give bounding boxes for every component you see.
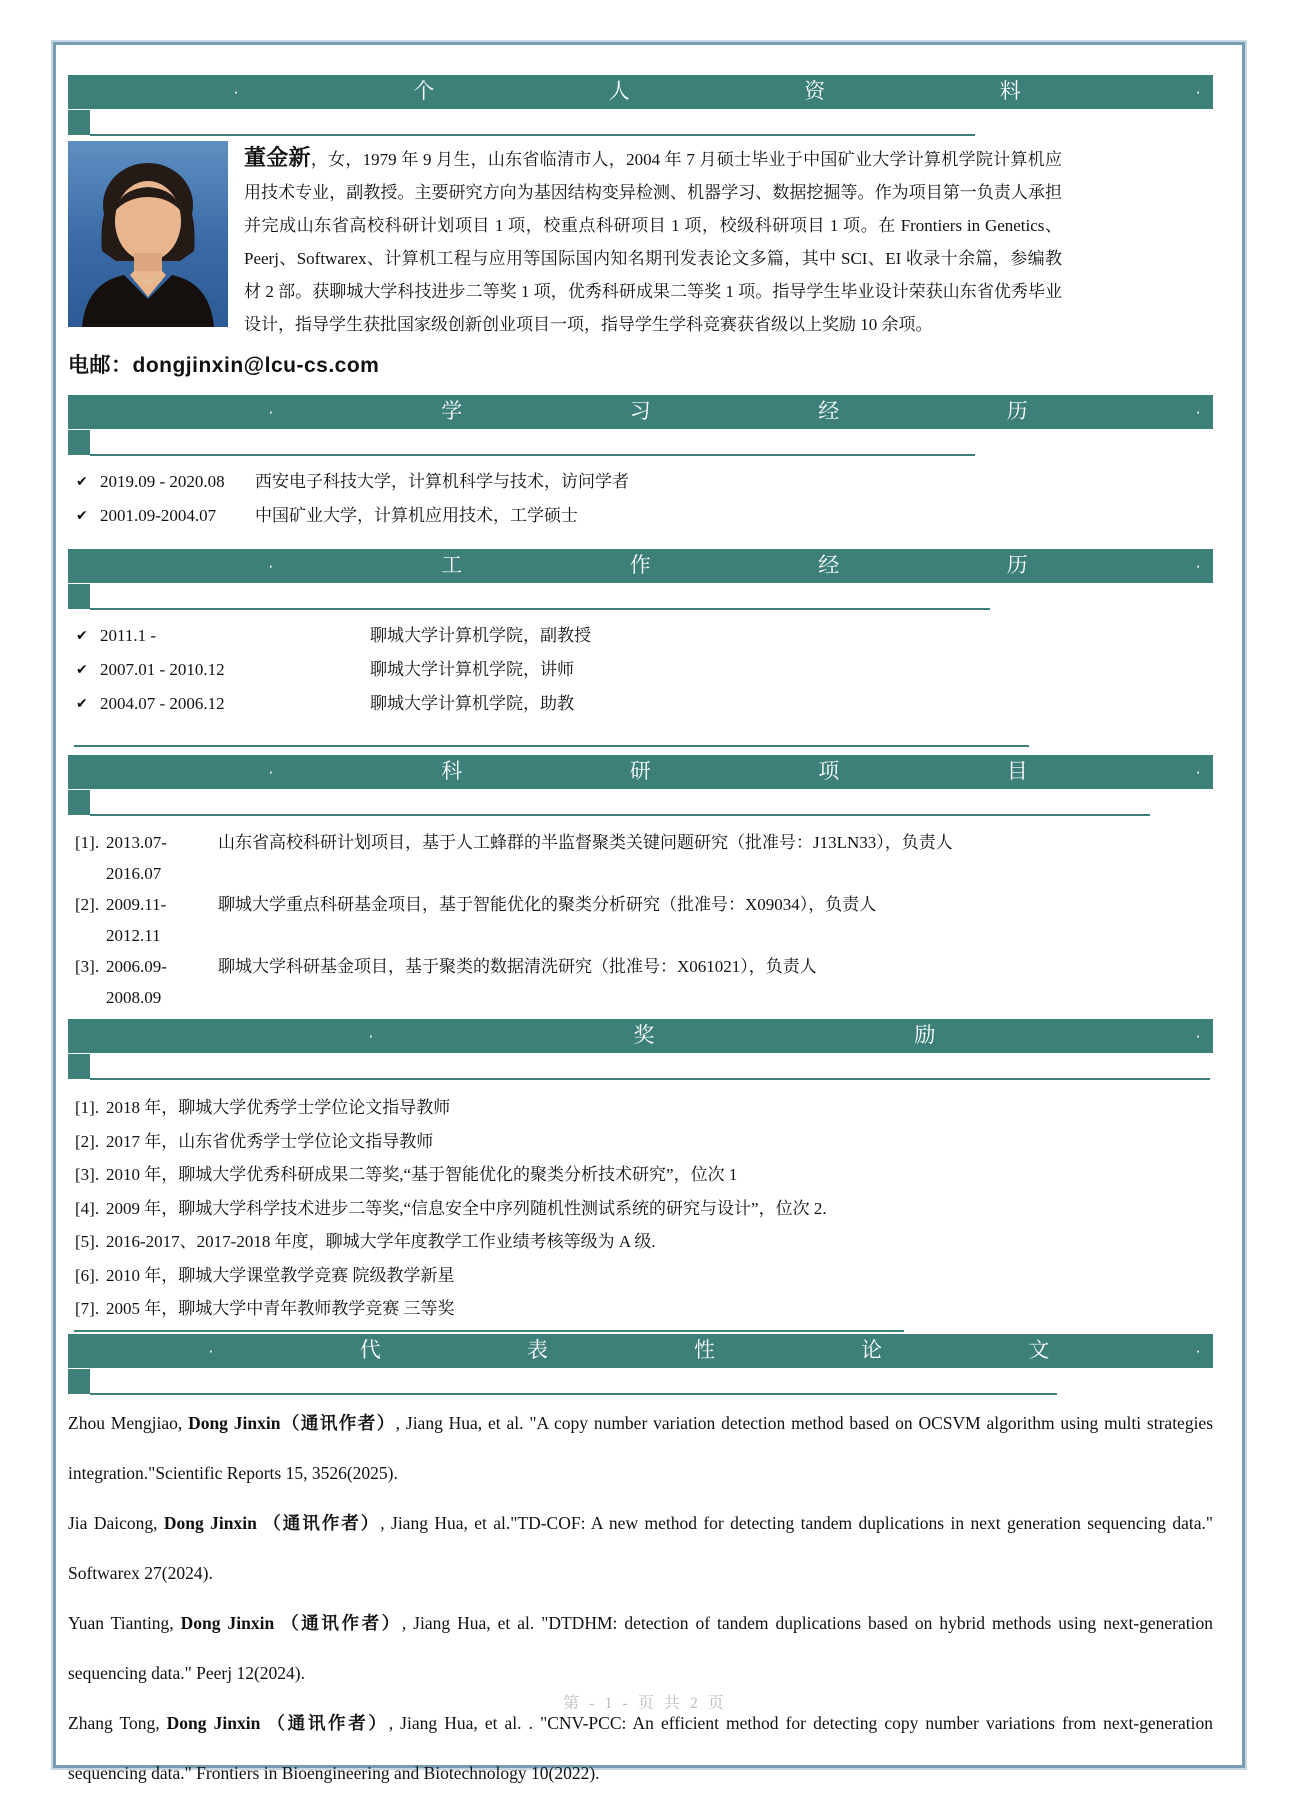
award-text: 2010 年，聊城大学课堂教学竞赛 院级教学新星 <box>106 1265 455 1285</box>
section-divider <box>68 583 1213 611</box>
paper-corresponding-author: Dong Jinxin （通讯作者） <box>166 1712 389 1733</box>
banner-title-char: 目 <box>1006 760 1028 783</box>
banner-dot: · <box>1195 1340 1201 1360</box>
banner-title-char: 历 <box>1006 400 1028 423</box>
award-text: 2009 年，聊城大学科学技术进步二等奖,“信息安全中序列随机性测试系统的研究与设计”，位次 2. <box>106 1198 827 1218</box>
paper-item <box>68 1398 1213 1498</box>
banner-title-char: 文 <box>1028 1338 1050 1362</box>
divider-square <box>68 1054 90 1079</box>
project-index: [2]. <box>75 895 100 914</box>
award-index: [3]. <box>75 1165 100 1184</box>
banner-title-char: 作 <box>629 554 651 577</box>
divider-line <box>90 608 990 610</box>
banner-title-char: 表 <box>526 1338 548 1362</box>
section-divider <box>68 429 1213 457</box>
divider-line <box>90 454 975 456</box>
paper-item <box>68 1598 1213 1698</box>
project-date: 2006.09-2008.09 <box>106 957 167 1007</box>
work-detail: 聊城大学计算机学院，讲师 <box>370 660 574 679</box>
education-item <box>68 465 1213 499</box>
banner-dot: · <box>1195 556 1201 575</box>
award-text: 2010 年，聊城大学优秀科研成果二等奖,“基于智能优化的聚类分析技术研究”，位次 1 <box>106 1165 738 1184</box>
section-divider <box>68 789 1213 817</box>
banner-dot: · <box>368 1026 374 1045</box>
banner-title-char: 人 <box>608 80 630 103</box>
award-item <box>68 1225 1213 1259</box>
banner-title-char: 项 <box>818 760 840 783</box>
award-index: [4]. <box>75 1198 100 1218</box>
paper-citation: , Jiang Hua, et al."TD-COF: A new method for detecting tandem duplications in next generation sequencing data." Softwarex 27(2024). <box>68 1512 1213 1583</box>
section-banner-education <box>68 395 1213 429</box>
project-date: 2009.11-2012.11 <box>106 895 167 945</box>
divider-line <box>74 745 1029 747</box>
award-item <box>68 1192 1213 1226</box>
work-date: 2004.07 - 2006.12 <box>100 694 225 713</box>
award-item <box>68 1125 1213 1159</box>
education-detail: 中国矿业大学，计算机应用技术，工学硕士 <box>255 506 578 525</box>
education-list <box>68 465 1213 533</box>
bio-text: ，女，1979 年 9 月生，山东省临清市人，2004 年 7 月硕士毕业于中国矿业大学计算机学院计算机应用技术专业，副教授。主要研究方向为基因结构变异检测、机器学习、数据挖掘等。作为项目第一负责人承担并完成山东省高校科研计划项目 1 项，校重点科研项目 1 项，校级科研项目 1 项。在 Frontiers in Genetics、Peerj、Softwarex、计算机工程与应用等国际国内知名期刊发表论文多篇，其中 SCI、EI 收录十余篇，参编教材 2 部。获聊城大学科技进步二等奖 1 项，优秀科研成果二等奖 1 项。指导学生毕业设计荣获山东省优秀毕业设计，指导学生获批国家级创新创业项目一项，指导学生学科竞赛获省级以上奖励 10 余项。 <box>244 150 1062 334</box>
award-text: 2018 年，聊城大学优秀学士学位论文指导教师 <box>106 1098 451 1117</box>
banner-dot: · <box>268 556 274 575</box>
banner-title-char: 经 <box>818 400 840 423</box>
divider-line <box>74 1330 904 1332</box>
banner-title-char: 经 <box>818 554 840 577</box>
cv-page <box>68 45 1213 1798</box>
work-detail: 聊城大学计算机学院，副教授 <box>370 626 591 645</box>
profile-bio <box>244 141 1062 341</box>
award-index: [5]. <box>75 1232 100 1251</box>
award-index: [6]. <box>75 1265 100 1285</box>
divider-square <box>68 110 90 135</box>
banner-title-char: 研 <box>629 760 651 783</box>
check-icon: ✔ <box>76 508 88 524</box>
work-item <box>68 687 1213 721</box>
section-banner-personal-info <box>68 75 1213 109</box>
divider-square <box>68 430 90 455</box>
banner-dot: · <box>268 402 274 421</box>
award-item <box>68 1091 1213 1125</box>
person-name: 董金新 <box>244 145 311 170</box>
work-date: 2011.1 - <box>100 626 157 645</box>
banner-title-char: 工 <box>441 554 463 577</box>
paper-authors-pre: Yuan Tianting, <box>68 1612 181 1633</box>
section-divider <box>68 1053 1213 1081</box>
banner-dot: · <box>1195 82 1201 101</box>
education-detail: 西安电子科技大学，计算机科学与技术，访问学者 <box>255 472 629 491</box>
check-icon: ✔ <box>76 662 88 678</box>
divider-square <box>68 1369 90 1394</box>
project-date: 2013.07-2016.07 <box>106 833 167 883</box>
papers-list <box>68 1398 1213 1798</box>
banner-title-char: 习 <box>629 400 651 423</box>
section-divider <box>68 109 1213 137</box>
banner-dot: · <box>1195 1026 1201 1045</box>
project-item <box>68 827 1213 889</box>
work-date: 2007.01 - 2010.12 <box>100 660 225 679</box>
project-item <box>68 889 1213 951</box>
paper-corresponding-author: Dong Jinxin （通讯作者） <box>163 1512 381 1533</box>
paper-item <box>68 1498 1213 1598</box>
education-date: 2001.09-2004.07 <box>100 506 217 525</box>
page-number: 第 - 1 - 页 共 2 页 <box>563 1695 727 1712</box>
divider-square <box>68 584 90 609</box>
education-item <box>68 499 1213 533</box>
award-item <box>68 1158 1213 1192</box>
section-banner-papers <box>68 1334 1213 1368</box>
projects-list <box>68 827 1213 1013</box>
section-banner-awards <box>68 1019 1213 1053</box>
banner-title-char: 科 <box>441 760 463 783</box>
banner-title-char: 资 <box>804 80 826 103</box>
work-list <box>68 619 1213 721</box>
banner-dot: · <box>208 1340 214 1360</box>
banner-title-char: 学 <box>441 400 463 423</box>
project-text: 聊城大学科研基金项目，基于聚类的数据清洗研究（批准号：X061021），负责人 <box>218 957 817 976</box>
profile-photo <box>68 141 228 327</box>
paper-authors-pre: Zhou Mengjiao, <box>68 1412 189 1433</box>
project-index: [1]. <box>75 833 100 852</box>
project-text: 山东省高校科研计划项目，基于人工蜂群的半监督聚类关键问题研究（批准号：J13LN33），负责人 <box>218 833 953 852</box>
divider-square <box>68 790 90 815</box>
project-text: 聊城大学重点科研基金项目，基于智能优化的聚类分析研究（批准号：X09034），负责人 <box>218 895 877 914</box>
work-item <box>68 619 1213 653</box>
award-item <box>68 1292 1213 1326</box>
divider-line <box>90 1393 1057 1395</box>
banner-title-char: 历 <box>1006 554 1028 577</box>
paper-citation: , Jiang Hua, et al. "A copy number variation detection method based on OCSVM algorithm using multi strategies integration."Scientific Reports 15, 3526(2025). <box>68 1412 1214 1483</box>
check-icon: ✔ <box>76 696 88 712</box>
paper-corresponding-author: Dong Jinxin （通讯作者） <box>180 1612 402 1633</box>
banner-title-char: 论 <box>861 1338 883 1362</box>
banner-dot: · <box>233 82 239 101</box>
banner-dot: · <box>268 762 274 781</box>
banner-title-char: 料 <box>999 80 1021 103</box>
email-line: 电邮：dongjinxin@lcu-cs.com <box>68 354 380 377</box>
work-item <box>68 653 1213 687</box>
banner-title-char: 励 <box>914 1024 936 1047</box>
work-detail: 聊城大学计算机学院，助教 <box>370 694 574 713</box>
banner-title-char: 性 <box>694 1338 715 1362</box>
section-divider <box>68 1368 1213 1396</box>
award-index: [7]. <box>75 1299 100 1318</box>
award-index: [2]. <box>75 1131 100 1151</box>
check-icon: ✔ <box>76 474 88 490</box>
banner-title-char: 代 <box>359 1338 381 1362</box>
banner-title-char: 个 <box>413 80 435 103</box>
awards-list <box>68 1091 1213 1326</box>
paper-citation: , Jiang Hua, et al. "DTDHM: detection of tandem duplications based on hybrid methods using next-generation sequencing data." Peerj 12(2024). <box>68 1612 1214 1683</box>
education-date: 2019.09 - 2020.08 <box>100 472 225 491</box>
paper-citation: , Jiang Hua, et al. . "CNV-PCC: An efficient method for detecting copy number variations from next-generation sequencing data." Frontiers in Bioengineering and Biotechnology 10(2022). <box>68 1712 1213 1783</box>
award-text: 2005 年，聊城大学中青年教师教学竞赛 三等奖 <box>106 1299 455 1318</box>
banner-dot: · <box>1195 402 1201 421</box>
project-index: [3]. <box>75 957 100 976</box>
paper-authors-pre: Zhang Tong, <box>68 1712 167 1733</box>
divider-line <box>90 134 975 136</box>
profile-section <box>68 141 1213 341</box>
paper-authors-pre: Jia Daicong, <box>68 1512 164 1533</box>
section-banner-projects <box>68 755 1213 789</box>
project-item <box>68 951 1213 1013</box>
divider-line <box>90 814 1150 816</box>
section-banner-work <box>68 549 1213 583</box>
paper-corresponding-author: Dong Jinxin（通讯作者） <box>188 1412 396 1433</box>
banner-title-char: 奖 <box>633 1024 655 1047</box>
award-item <box>68 1259 1213 1293</box>
award-text: 2016-2017、2017-2018 年度，聊城大学年度教学工作业绩考核等级为 A 级. <box>106 1232 656 1251</box>
award-text: 2017 年，山东省优秀学士学位论文指导教师 <box>106 1131 434 1151</box>
banner-dot: · <box>1195 762 1201 781</box>
award-index: [1]. <box>75 1098 100 1117</box>
check-icon: ✔ <box>76 628 88 644</box>
divider-line <box>90 1078 1210 1080</box>
